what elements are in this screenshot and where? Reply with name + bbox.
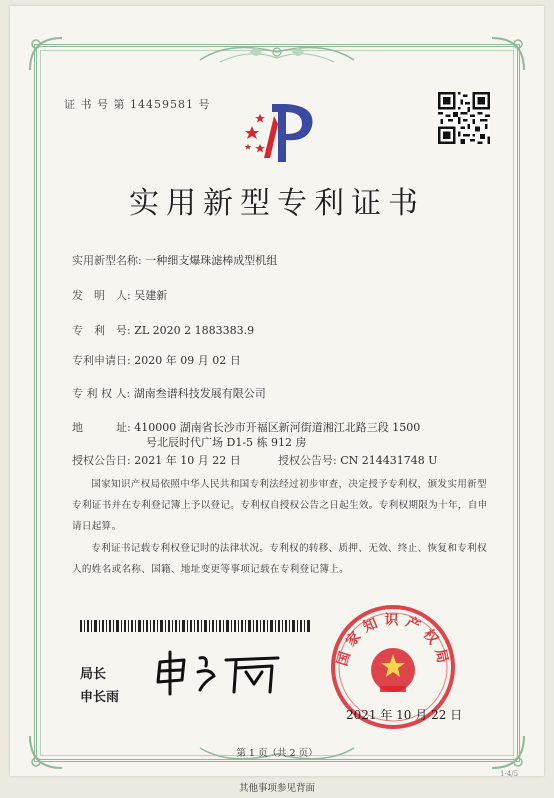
field-address-line2	[146, 434, 307, 450]
field-grant-number	[278, 452, 438, 468]
field-patent-number	[72, 322, 254, 338]
label-utility-model-name: 实用新型名称:	[72, 254, 142, 267]
value-address-line2: 号北辰时代广场 D1-5 栋 912 房	[146, 436, 307, 449]
barcode-icon	[80, 620, 310, 632]
corner-ornament-tl	[26, 34, 66, 74]
label-grant-number: 授权公告号:	[278, 454, 337, 467]
patent-office-emblem-icon	[234, 96, 324, 170]
value-inventor: 吴建新	[134, 289, 168, 302]
value-address-line1: 410000 湖南省长沙市开福区新河街道湘江北路三段 1500	[134, 421, 421, 434]
field-utility-model-name	[72, 252, 277, 268]
field-grant-date	[72, 452, 241, 468]
footer-note: 其他事项参见背面	[238, 783, 315, 794]
label-inventor: 发 明 人:	[72, 289, 131, 302]
label-grant-date: 授权公告日:	[72, 454, 131, 467]
director-name: 申长雨	[80, 690, 120, 705]
qr-code-icon[interactable]	[438, 92, 490, 144]
svg-text:国家知识产权局: 国家知识产权局	[334, 612, 452, 671]
page-number: 第 1 页（共 2 页）	[236, 748, 318, 759]
certificate-number: 证 书 号 第 14459581 号	[64, 98, 211, 111]
body-paragraph-1: 国家知识产权局依照中华人民共和国专利法经过初步审查，决定授予专利权，颁发实用新型专利证书并在专利登记簿上予以登记。专利权自授权公告之日起生效。专利权期限为十年，自申请日起算。	[72, 479, 488, 532]
value-grant-number: CN 214431748 U	[340, 454, 438, 467]
value-patent-number: ZL 2020 2 1883383.9	[134, 324, 255, 337]
label-application-date: 专利申请日:	[72, 354, 131, 367]
field-address	[72, 419, 420, 435]
handwritten-signature	[150, 648, 290, 698]
field-patentee	[72, 385, 266, 401]
certificate-title: 实用新型专利证书	[129, 186, 425, 221]
value-grant-date: 2021 年 10 月 22 日	[134, 454, 241, 467]
field-inventor	[72, 287, 167, 303]
director-title: 局长	[80, 667, 107, 682]
value-utility-model-name: 一种细支爆珠滤棒成型机组	[145, 254, 278, 267]
label-patentee: 专 利 权 人:	[72, 387, 131, 400]
body-paragraph-2: 专利证书记载专利权登记时的法律状况。专利权的转移、质押、无效、终止、恢复和专利权人的姓名或名称、国籍、地址变更等事项记载在专利登记簿上。	[72, 543, 487, 575]
label-patent-number: 专 利 号:	[72, 324, 131, 337]
field-application-date	[72, 352, 241, 368]
label-address: 地 址:	[72, 421, 131, 434]
value-application-date: 2020 年 09 月 02 日	[134, 354, 241, 367]
top-ornament	[190, 38, 364, 68]
seal-date: 2021 年 10 月 22 日	[346, 708, 463, 722]
corner-ornament-tr	[488, 34, 528, 74]
value-patentee: 湖南叁谱科技发展有限公司	[133, 387, 266, 400]
handwritten-mark: 1-4/5	[500, 770, 519, 778]
